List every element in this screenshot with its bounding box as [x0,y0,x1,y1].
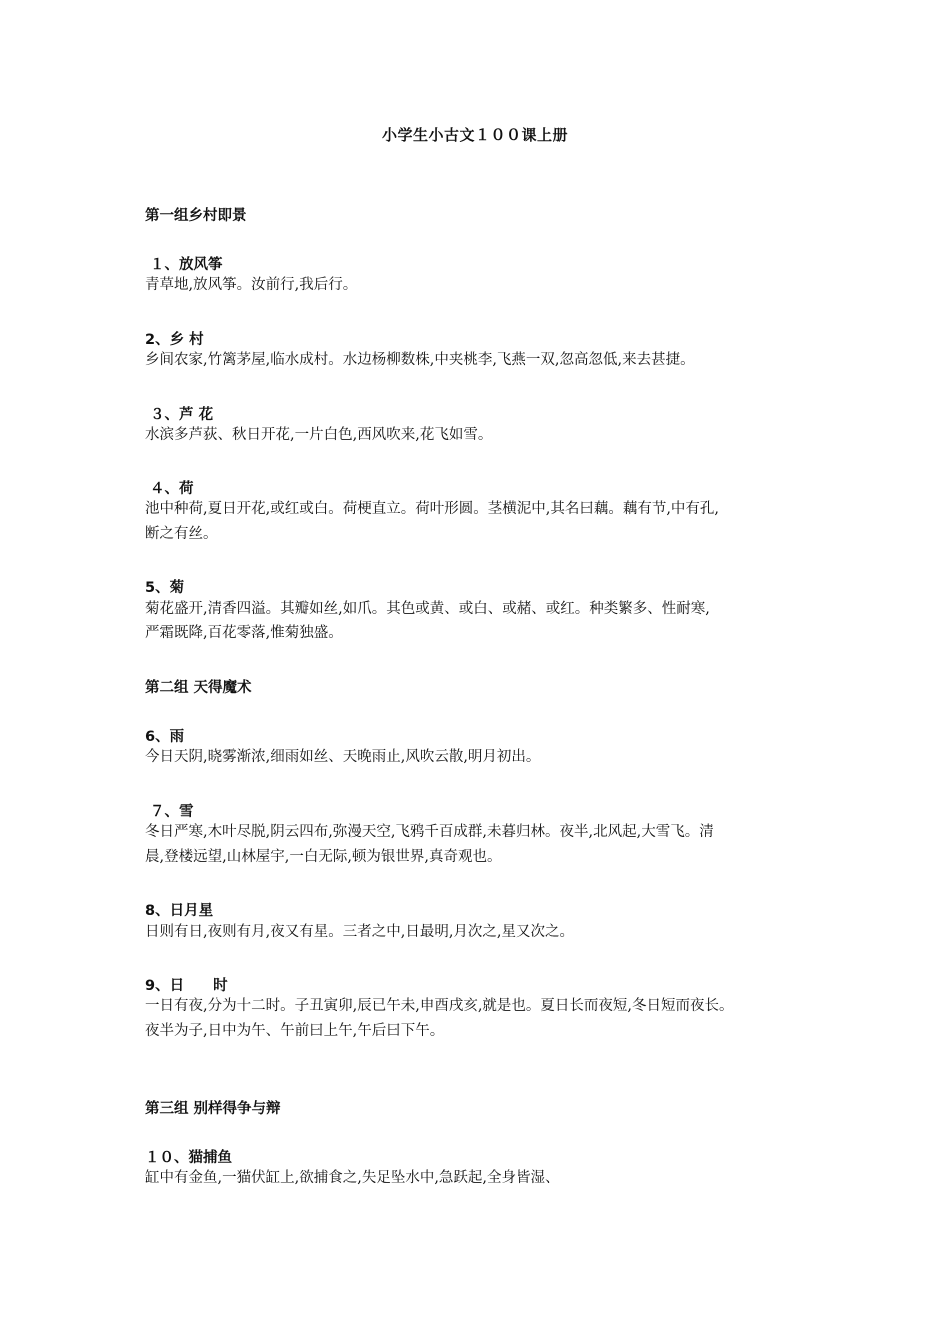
lesson-text-8-line-1: 日则有日,夜则有月,夜又有星。三者之中,日最明,月次之,星又次之。 [145,924,575,940]
lesson-title-1: １、放风筝 [145,257,223,273]
document-title: 小学生小古文１００课上册 [381,126,568,144]
group-heading-2: 第二组 天得魔术 [145,680,252,696]
lesson-title-8: 8、日月星 [145,903,214,919]
group-heading-1: 第一组乡村即景 [145,208,247,224]
lesson-text-5-line-1: 菊花盛开,清香四溢。其瓣如丝,如爪。其色或黄、或白、或赭、或红。种类繁多、性耐寒, [145,601,710,617]
lesson-text-3-line-1: 水滨多芦荻、秋日开花,一片白色,西风吹来,花飞如雪。 [145,427,493,443]
lesson-title-4: ４、荷 [145,481,194,497]
lesson-text-4-line-1: 池中种荷,夏日开花,或红或白。荷梗直立。荷叶形圆。茎横泥中,其名曰藕。藕有节,中有孔, [145,501,720,517]
lesson-text-9-line-1: 一日有夜,分为十二时。子丑寅卯,辰已午未,申酉戌亥,就是也。夏日长而夜短,冬日短而夜长。 [145,998,734,1014]
lesson-text-4-line-2: 断之有丝。 [145,526,218,542]
lesson-title-10: １０、猫捕鱼 [145,1150,232,1166]
lesson-text-1-line-1: 青草地,放风筝。汝前行,我后行。 [145,277,358,293]
lesson-title-3: ３、芦 花 [145,407,214,423]
lesson-text-7-line-2: 晨,登楼远望,山林屋宇,一白无际,顿为银世界,真奇观也。 [145,849,502,865]
lesson-text-9-line-2: 夜半为子,日中为午、午前曰上午,午后曰下午。 [145,1023,445,1039]
lesson-title-7: ７、雪 [145,804,194,820]
lesson-text-7-line-1: 冬日严寒,木叶尽脱,阴云四布,弥漫天空,飞鸦千百成群,未暮归林。夜半,北风起,大雪飞。清 [145,824,714,840]
lesson-text-10-line-1: 缸中有金鱼,一猫伏缸上,欲捕食之,失足坠水中,急跃起,全身皆湿、 [145,1170,560,1186]
lesson-title-9: 9、日 时 [145,978,228,994]
group-heading-3: 第三组 别样得争与辩 [145,1101,281,1117]
lesson-title-2: 2、乡 村 [145,332,204,348]
lesson-title-5: 5、菊 [145,580,185,596]
lesson-text-5-line-2: 严霜既降,百花零落,惟菊独盛。 [145,625,343,641]
lesson-text-2-line-1: 乡间农家,竹篱茅屋,临水成村。水边杨柳数株,中夹桃李,飞燕一双,忽高忽低,来去甚捷。 [145,352,695,368]
lesson-text-6-line-1: 今日天阴,晓雾渐浓,细雨如丝、天晚雨止,风吹云散,明月初出。 [145,749,541,765]
lesson-title-6: 6、雨 [145,729,185,745]
